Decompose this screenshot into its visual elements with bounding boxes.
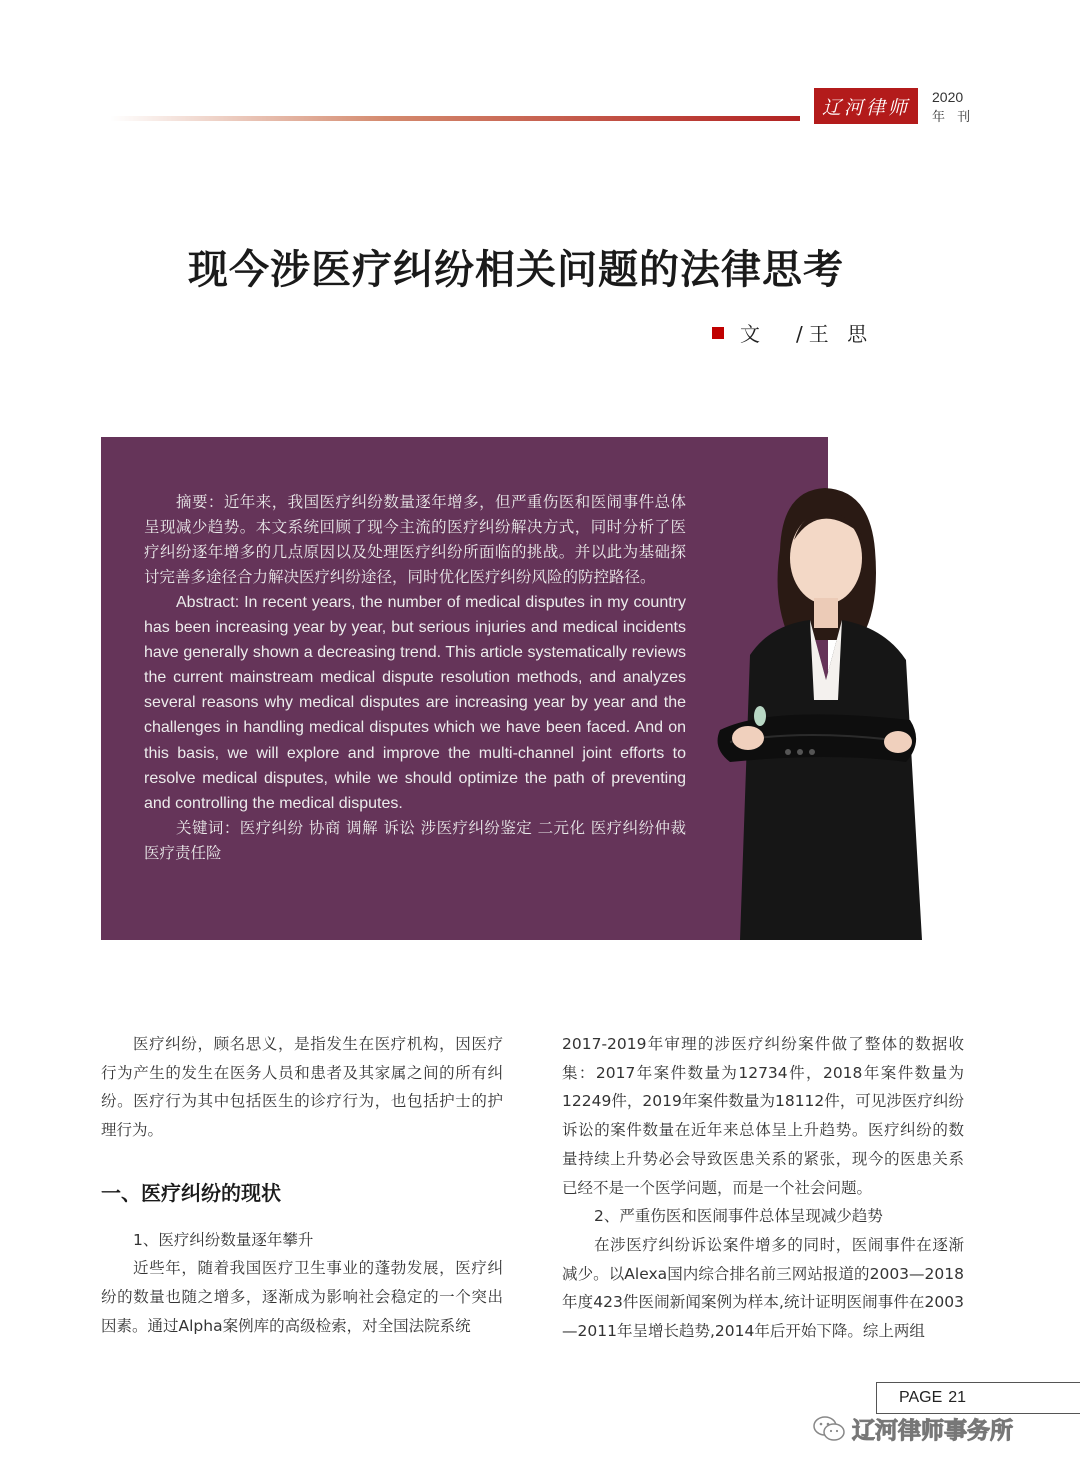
body-paragraph: 2017-2019年审理的涉医疗纠纷案件做了整体的数据收集：2017年案件数量为12734件，2018年案件数量为12249件，2019年案件数量为18112件，可见涉医疗纠纷诉讼的案件数量在近年来总体呈上升趋势。医疗纠纷的数量持续上升势必会导致医患关系的紧张，现今的医患关系已经不是一个医学问题，而是一个社会问题。 xyxy=(562,1035,964,1197)
body-paragraph: 近些年，随着我国医疗卫生事业的蓬勃发展，医疗纠纷的数量也随之增多，逐渐成为影响社会稳定的一个突出因素。通过Alpha案例库的高级检索，对全国法院系统 xyxy=(101,1259,503,1335)
header-rule xyxy=(110,116,800,121)
page-number-box xyxy=(876,1382,1080,1414)
subheading: 1、医疗纠纷数量逐年攀升 xyxy=(133,1230,314,1249)
body-column-right xyxy=(562,1030,964,1346)
page-label: PAGE xyxy=(899,1389,943,1406)
subheading: 2、严重伤医和医闹事件总体呈现减少趋势 xyxy=(594,1207,883,1226)
body-paragraph: 在涉医疗纠纷诉讼案件增多的同时，医闹事件在逐渐减少。以Alexa国内综合排名前三网站报道的2003—2018年度423件医闹新闻案例为样本,统计证明医闹事件在2003—2011年呈增长趋势,2014年后开始下降。综上两组 xyxy=(562,1235,964,1341)
brand-text: 辽河律师 xyxy=(821,96,910,119)
article-title: 现今涉医疗纠纷相关问题的法律思考 xyxy=(188,247,844,293)
body-paragraph: 医疗纠纷，顾名思义，是指发生在医疗机构，因医疗行为产生的发生在医务人员和患者及其家属之间的所有纠纷。医疗行为其中包括医生的诊疗行为，也包括护士的护理行为。 xyxy=(101,1035,503,1140)
author-portrait xyxy=(710,480,932,940)
watermark-text: 辽河律师事务所 xyxy=(852,1418,1013,1444)
author-line xyxy=(712,318,873,347)
abstract-text xyxy=(144,490,686,866)
body-column-left xyxy=(101,1030,503,1340)
author-name: /王 思 xyxy=(796,322,874,346)
watermark xyxy=(812,1412,1013,1445)
abstract-keywords: 关键词：医疗纠纷 协商 调解 诉讼 涉医疗纠纷鉴定 二元化 医疗纠纷仲裁 医疗责任险 xyxy=(144,818,686,862)
abstract-zh: 摘要：近年来，我国医疗纠纷数量逐年增多，但严重伤医和医闹事件总体呈现减少趋势。本文系统回顾了现今主流的医疗纠纷解决方式，同时分析了医疗纠纷逐年增多的几点原因以及处理医疗纠纷所面临的挑战。并以此为基础探讨完善多途径合力解决医疗纠纷途径，同时优化医疗纠纷风险的防控路径。 xyxy=(144,493,686,586)
author-prefix: 文 xyxy=(740,322,760,346)
brand-logo xyxy=(814,88,918,124)
issue-year: 2020 xyxy=(932,89,964,105)
page-number: 21 xyxy=(948,1389,967,1406)
abstract-en: Abstract: In recent years, the number of medical disputes in my country has been increasing year by year, but serious injuries and medical incidents have generally shown a decreasing trend. This article systematically reviews the current mainstream medical dispute resolution methods, and analyzes several reasons why medical disputes are increasing year by year and the challenges in handling medical disputes which we have been faced. And on this basis, we will explore and improve the multi-channel joint efforts to resolve medical disputes, while we should optimize the path of preventing and controlling the medical disputes. xyxy=(144,594,686,812)
red-square-bullet xyxy=(712,327,724,339)
issue-label: 年 刊 xyxy=(932,110,975,125)
wechat-icon xyxy=(812,1415,846,1443)
section-heading: 一、医疗纠纷的现状 xyxy=(101,1180,281,1205)
